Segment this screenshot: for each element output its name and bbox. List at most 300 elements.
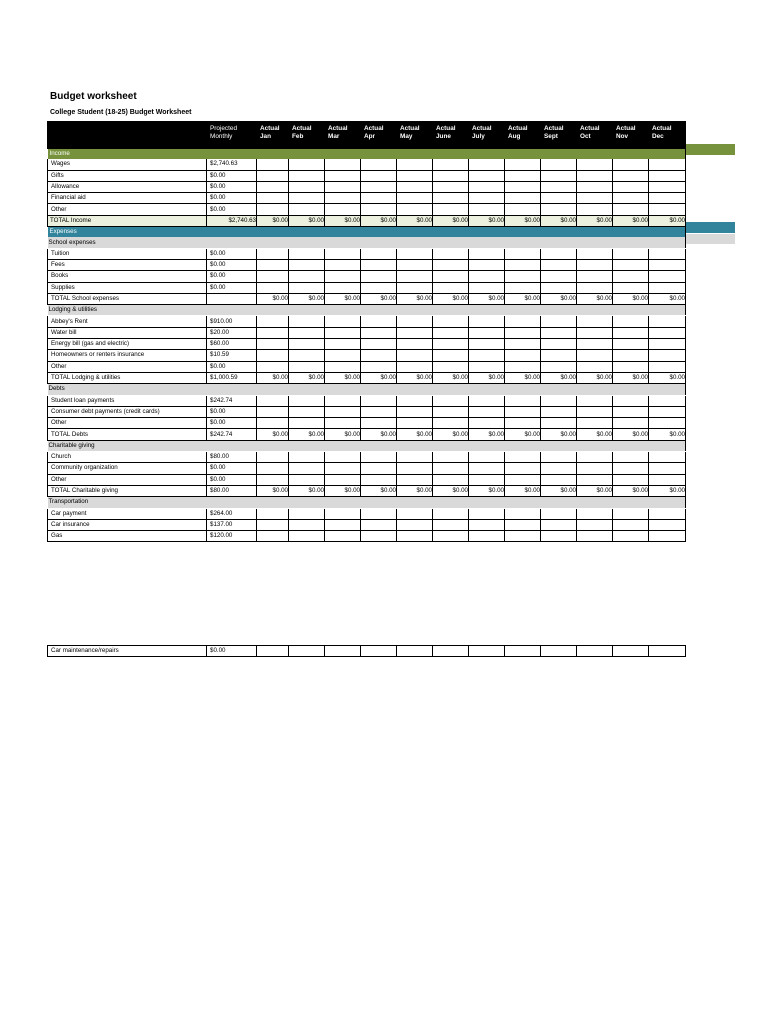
actual-cell[interactable]	[649, 395, 686, 406]
actual-cell[interactable]	[325, 646, 361, 657]
projected-cell[interactable]: $0.00	[207, 271, 257, 282]
actual-cell[interactable]	[433, 463, 469, 474]
actual-cell[interactable]	[325, 170, 361, 181]
actual-cell[interactable]	[433, 193, 469, 204]
actual-cell[interactable]	[505, 159, 541, 170]
actual-cell[interactable]	[257, 181, 289, 192]
actual-cell[interactable]	[469, 259, 505, 270]
actual-cell[interactable]	[289, 531, 325, 542]
actual-cell[interactable]	[397, 259, 433, 270]
actual-cell[interactable]	[649, 316, 686, 327]
projected-cell[interactable]: $0.00	[207, 474, 257, 485]
actual-cell[interactable]	[361, 474, 397, 485]
actual-cell[interactable]	[541, 282, 577, 293]
actual-cell[interactable]	[613, 463, 649, 474]
actual-cell[interactable]	[541, 159, 577, 170]
actual-cell[interactable]	[649, 159, 686, 170]
actual-cell[interactable]	[433, 452, 469, 463]
actual-cell[interactable]	[361, 508, 397, 519]
projected-cell[interactable]: $0.00	[207, 181, 257, 192]
actual-cell[interactable]	[397, 339, 433, 350]
actual-cell[interactable]	[325, 350, 361, 361]
actual-cell[interactable]	[577, 418, 613, 429]
actual-cell[interactable]	[541, 519, 577, 530]
actual-cell[interactable]	[257, 463, 289, 474]
row-label[interactable]: Car maintenance/repairs	[48, 646, 207, 657]
actual-cell[interactable]	[541, 452, 577, 463]
actual-cell[interactable]	[289, 350, 325, 361]
actual-cell[interactable]	[469, 181, 505, 192]
actual-cell[interactable]	[505, 418, 541, 429]
actual-cell[interactable]	[289, 282, 325, 293]
actual-cell[interactable]	[505, 316, 541, 327]
actual-cell[interactable]	[325, 531, 361, 542]
actual-cell[interactable]	[541, 406, 577, 417]
actual-cell[interactable]	[257, 531, 289, 542]
actual-cell[interactable]	[289, 406, 325, 417]
actual-cell[interactable]	[433, 259, 469, 270]
actual-cell[interactable]	[469, 271, 505, 282]
actual-cell[interactable]	[397, 204, 433, 215]
actual-cell[interactable]	[541, 463, 577, 474]
actual-cell[interactable]	[505, 248, 541, 259]
projected-cell[interactable]: $0.00	[207, 463, 257, 474]
actual-cell[interactable]	[649, 361, 686, 372]
actual-cell[interactable]	[397, 395, 433, 406]
actual-cell[interactable]	[257, 159, 289, 170]
actual-cell[interactable]	[541, 271, 577, 282]
actual-cell[interactable]	[257, 204, 289, 215]
actual-cell[interactable]	[469, 361, 505, 372]
actual-cell[interactable]	[469, 159, 505, 170]
actual-cell[interactable]	[613, 271, 649, 282]
actual-cell[interactable]	[469, 531, 505, 542]
actual-cell[interactable]	[649, 181, 686, 192]
actual-cell[interactable]	[361, 361, 397, 372]
actual-cell[interactable]	[361, 339, 397, 350]
projected-cell[interactable]: $0.00	[207, 646, 257, 657]
actual-cell[interactable]	[505, 170, 541, 181]
actual-cell[interactable]	[397, 282, 433, 293]
actual-cell[interactable]	[397, 452, 433, 463]
actual-cell[interactable]	[257, 170, 289, 181]
actual-cell[interactable]	[649, 248, 686, 259]
actual-cell[interactable]	[613, 339, 649, 350]
actual-cell[interactable]	[613, 395, 649, 406]
actual-cell[interactable]	[289, 463, 325, 474]
actual-cell[interactable]	[577, 282, 613, 293]
actual-cell[interactable]	[433, 181, 469, 192]
actual-cell[interactable]	[361, 193, 397, 204]
actual-cell[interactable]	[613, 418, 649, 429]
actual-cell[interactable]	[577, 395, 613, 406]
actual-cell[interactable]	[505, 406, 541, 417]
actual-cell[interactable]	[361, 181, 397, 192]
actual-cell[interactable]	[505, 474, 541, 485]
actual-cell[interactable]	[577, 159, 613, 170]
projected-cell[interactable]: $120.00	[207, 531, 257, 542]
actual-cell[interactable]	[541, 474, 577, 485]
actual-cell[interactable]	[505, 531, 541, 542]
actual-cell[interactable]	[325, 204, 361, 215]
actual-cell[interactable]	[505, 204, 541, 215]
actual-cell[interactable]	[613, 452, 649, 463]
actual-cell[interactable]	[649, 282, 686, 293]
actual-cell[interactable]	[649, 406, 686, 417]
actual-cell[interactable]	[397, 170, 433, 181]
actual-cell[interactable]	[257, 193, 289, 204]
actual-cell[interactable]	[469, 452, 505, 463]
actual-cell[interactable]	[577, 406, 613, 417]
actual-cell[interactable]	[289, 646, 325, 657]
projected-cell[interactable]: $60.00	[207, 339, 257, 350]
actual-cell[interactable]	[505, 259, 541, 270]
actual-cell[interactable]	[325, 339, 361, 350]
actual-cell[interactable]	[505, 193, 541, 204]
actual-cell[interactable]	[397, 463, 433, 474]
actual-cell[interactable]	[361, 350, 397, 361]
actual-cell[interactable]	[577, 248, 613, 259]
actual-cell[interactable]	[577, 259, 613, 270]
actual-cell[interactable]	[577, 508, 613, 519]
projected-cell[interactable]: $910.00	[207, 316, 257, 327]
actual-cell[interactable]	[325, 271, 361, 282]
actual-cell[interactable]	[469, 406, 505, 417]
actual-cell[interactable]	[397, 531, 433, 542]
actual-cell[interactable]	[257, 646, 289, 657]
actual-cell[interactable]	[613, 361, 649, 372]
actual-cell[interactable]	[289, 418, 325, 429]
actual-cell[interactable]	[541, 531, 577, 542]
actual-cell[interactable]	[505, 452, 541, 463]
actual-cell[interactable]	[361, 316, 397, 327]
actual-cell[interactable]	[257, 271, 289, 282]
actual-cell[interactable]	[433, 646, 469, 657]
actual-cell[interactable]	[325, 193, 361, 204]
actual-cell[interactable]	[577, 339, 613, 350]
actual-cell[interactable]	[433, 406, 469, 417]
actual-cell[interactable]	[433, 474, 469, 485]
projected-cell[interactable]: $0.00	[207, 204, 257, 215]
projected-cell[interactable]: $264.00	[207, 508, 257, 519]
actual-cell[interactable]	[613, 159, 649, 170]
actual-cell[interactable]	[541, 259, 577, 270]
actual-cell[interactable]	[469, 193, 505, 204]
actual-cell[interactable]	[397, 271, 433, 282]
actual-cell[interactable]	[541, 350, 577, 361]
actual-cell[interactable]	[433, 248, 469, 259]
actual-cell[interactable]	[649, 193, 686, 204]
actual-cell[interactable]	[257, 418, 289, 429]
actual-cell[interactable]	[361, 159, 397, 170]
actual-cell[interactable]	[257, 259, 289, 270]
actual-cell[interactable]	[613, 316, 649, 327]
actual-cell[interactable]	[613, 519, 649, 530]
actual-cell[interactable]	[577, 531, 613, 542]
actual-cell[interactable]	[397, 181, 433, 192]
actual-cell[interactable]	[433, 339, 469, 350]
actual-cell[interactable]	[577, 316, 613, 327]
actual-cell[interactable]	[649, 271, 686, 282]
actual-cell[interactable]	[325, 159, 361, 170]
actual-cell[interactable]	[361, 248, 397, 259]
actual-cell[interactable]	[325, 181, 361, 192]
actual-cell[interactable]	[397, 316, 433, 327]
actual-cell[interactable]	[469, 350, 505, 361]
actual-cell[interactable]	[577, 193, 613, 204]
projected-cell[interactable]: $2,740.63	[207, 159, 257, 170]
actual-cell[interactable]	[469, 474, 505, 485]
actual-cell[interactable]	[289, 170, 325, 181]
actual-cell[interactable]	[325, 248, 361, 259]
actual-cell[interactable]	[613, 327, 649, 338]
projected-cell[interactable]: $137.00	[207, 519, 257, 530]
actual-cell[interactable]	[289, 339, 325, 350]
projected-cell[interactable]: $80.00	[207, 452, 257, 463]
projected-cell[interactable]: $20.00	[207, 327, 257, 338]
actual-cell[interactable]	[577, 463, 613, 474]
actual-cell[interactable]	[469, 395, 505, 406]
actual-cell[interactable]	[289, 519, 325, 530]
actual-cell[interactable]	[257, 282, 289, 293]
actual-cell[interactable]	[361, 463, 397, 474]
actual-cell[interactable]	[577, 519, 613, 530]
actual-cell[interactable]	[613, 193, 649, 204]
actual-cell[interactable]	[361, 531, 397, 542]
actual-cell[interactable]	[397, 248, 433, 259]
actual-cell[interactable]	[613, 204, 649, 215]
actual-cell[interactable]	[613, 531, 649, 542]
actual-cell[interactable]	[577, 327, 613, 338]
actual-cell[interactable]	[257, 248, 289, 259]
actual-cell[interactable]	[397, 350, 433, 361]
actual-cell[interactable]	[649, 339, 686, 350]
actual-cell[interactable]	[361, 170, 397, 181]
actual-cell[interactable]	[325, 395, 361, 406]
projected-cell[interactable]: $242.74	[207, 395, 257, 406]
actual-cell[interactable]	[433, 282, 469, 293]
actual-cell[interactable]	[325, 282, 361, 293]
actual-cell[interactable]	[469, 204, 505, 215]
actual-cell[interactable]	[649, 350, 686, 361]
actual-cell[interactable]	[649, 519, 686, 530]
actual-cell[interactable]	[505, 327, 541, 338]
actual-cell[interactable]	[325, 406, 361, 417]
actual-cell[interactable]	[613, 474, 649, 485]
actual-cell[interactable]	[505, 271, 541, 282]
actual-cell[interactable]	[433, 316, 469, 327]
actual-cell[interactable]	[397, 327, 433, 338]
actual-cell[interactable]	[257, 395, 289, 406]
actual-cell[interactable]	[433, 361, 469, 372]
actual-cell[interactable]	[613, 282, 649, 293]
actual-cell[interactable]	[289, 271, 325, 282]
projected-cell[interactable]: $0.00	[207, 282, 257, 293]
actual-cell[interactable]	[257, 361, 289, 372]
actual-cell[interactable]	[397, 159, 433, 170]
actual-cell[interactable]	[361, 646, 397, 657]
actual-cell[interactable]	[649, 418, 686, 429]
actual-cell[interactable]	[469, 282, 505, 293]
actual-cell[interactable]	[289, 395, 325, 406]
projected-cell[interactable]: $0.00	[207, 406, 257, 417]
actual-cell[interactable]	[505, 282, 541, 293]
actual-cell[interactable]	[613, 259, 649, 270]
actual-cell[interactable]	[577, 474, 613, 485]
actual-cell[interactable]	[433, 170, 469, 181]
actual-cell[interactable]	[257, 316, 289, 327]
actual-cell[interactable]	[577, 646, 613, 657]
actual-cell[interactable]	[541, 361, 577, 372]
actual-cell[interactable]	[361, 519, 397, 530]
actual-cell[interactable]	[649, 204, 686, 215]
projected-cell[interactable]: $10.59	[207, 350, 257, 361]
actual-cell[interactable]	[289, 159, 325, 170]
actual-cell[interactable]	[257, 474, 289, 485]
actual-cell[interactable]	[649, 452, 686, 463]
actual-cell[interactable]	[541, 248, 577, 259]
actual-cell[interactable]	[505, 463, 541, 474]
actual-cell[interactable]	[289, 181, 325, 192]
actual-cell[interactable]	[257, 339, 289, 350]
actual-cell[interactable]	[613, 170, 649, 181]
actual-cell[interactable]	[289, 316, 325, 327]
projected-cell[interactable]: $0.00	[207, 193, 257, 204]
actual-cell[interactable]	[541, 181, 577, 192]
actual-cell[interactable]	[361, 418, 397, 429]
actual-cell[interactable]	[541, 316, 577, 327]
actual-cell[interactable]	[469, 339, 505, 350]
actual-cell[interactable]	[541, 193, 577, 204]
actual-cell[interactable]	[649, 170, 686, 181]
actual-cell[interactable]	[469, 248, 505, 259]
actual-cell[interactable]	[257, 406, 289, 417]
actual-cell[interactable]	[361, 271, 397, 282]
actual-cell[interactable]	[325, 508, 361, 519]
actual-cell[interactable]	[325, 463, 361, 474]
actual-cell[interactable]	[289, 259, 325, 270]
actual-cell[interactable]	[505, 395, 541, 406]
actual-cell[interactable]	[469, 418, 505, 429]
actual-cell[interactable]	[433, 350, 469, 361]
projected-cell[interactable]: $0.00	[207, 361, 257, 372]
actual-cell[interactable]	[577, 350, 613, 361]
actual-cell[interactable]	[505, 350, 541, 361]
actual-cell[interactable]	[541, 327, 577, 338]
actual-cell[interactable]	[649, 531, 686, 542]
actual-cell[interactable]	[541, 646, 577, 657]
actual-cell[interactable]	[397, 646, 433, 657]
actual-cell[interactable]	[289, 474, 325, 485]
actual-cell[interactable]	[469, 463, 505, 474]
actual-cell[interactable]	[257, 327, 289, 338]
actual-cell[interactable]	[289, 452, 325, 463]
actual-cell[interactable]	[613, 406, 649, 417]
actual-cell[interactable]	[613, 248, 649, 259]
actual-cell[interactable]	[361, 282, 397, 293]
actual-cell[interactable]	[361, 452, 397, 463]
actual-cell[interactable]	[361, 204, 397, 215]
actual-cell[interactable]	[397, 519, 433, 530]
actual-cell[interactable]	[325, 519, 361, 530]
actual-cell[interactable]	[541, 339, 577, 350]
actual-cell[interactable]	[505, 646, 541, 657]
actual-cell[interactable]	[649, 508, 686, 519]
actual-cell[interactable]	[649, 259, 686, 270]
actual-cell[interactable]	[577, 361, 613, 372]
actual-cell[interactable]	[257, 452, 289, 463]
actual-cell[interactable]	[361, 259, 397, 270]
actual-cell[interactable]	[257, 350, 289, 361]
actual-cell[interactable]	[541, 170, 577, 181]
actual-cell[interactable]	[577, 271, 613, 282]
actual-cell[interactable]	[613, 508, 649, 519]
actual-cell[interactable]	[325, 418, 361, 429]
actual-cell[interactable]	[577, 452, 613, 463]
actual-cell[interactable]	[289, 248, 325, 259]
actual-cell[interactable]	[613, 646, 649, 657]
actual-cell[interactable]	[649, 646, 686, 657]
actual-cell[interactable]	[613, 181, 649, 192]
actual-cell[interactable]	[433, 271, 469, 282]
actual-cell[interactable]	[325, 259, 361, 270]
actual-cell[interactable]	[433, 519, 469, 530]
actual-cell[interactable]	[325, 361, 361, 372]
actual-cell[interactable]	[325, 316, 361, 327]
actual-cell[interactable]	[577, 204, 613, 215]
actual-cell[interactable]	[577, 170, 613, 181]
actual-cell[interactable]	[505, 361, 541, 372]
actual-cell[interactable]	[397, 418, 433, 429]
actual-cell[interactable]	[649, 474, 686, 485]
actual-cell[interactable]	[433, 418, 469, 429]
actual-cell[interactable]	[505, 519, 541, 530]
actual-cell[interactable]	[433, 395, 469, 406]
actual-cell[interactable]	[257, 519, 289, 530]
actual-cell[interactable]	[433, 327, 469, 338]
actual-cell[interactable]	[433, 508, 469, 519]
projected-cell[interactable]: $0.00	[207, 170, 257, 181]
projected-cell[interactable]: $0.00	[207, 259, 257, 270]
actual-cell[interactable]	[361, 395, 397, 406]
actual-cell[interactable]	[649, 463, 686, 474]
actual-cell[interactable]	[541, 204, 577, 215]
actual-cell[interactable]	[289, 327, 325, 338]
actual-cell[interactable]	[469, 646, 505, 657]
actual-cell[interactable]	[469, 170, 505, 181]
actual-cell[interactable]	[433, 204, 469, 215]
actual-cell[interactable]	[433, 531, 469, 542]
actual-cell[interactable]	[397, 361, 433, 372]
actual-cell[interactable]	[541, 395, 577, 406]
actual-cell[interactable]	[289, 361, 325, 372]
actual-cell[interactable]	[397, 508, 433, 519]
actual-cell[interactable]	[361, 327, 397, 338]
actual-cell[interactable]	[613, 350, 649, 361]
actual-cell[interactable]	[289, 508, 325, 519]
actual-cell[interactable]	[469, 519, 505, 530]
actual-cell[interactable]	[289, 193, 325, 204]
actual-cell[interactable]	[505, 508, 541, 519]
actual-cell[interactable]	[541, 418, 577, 429]
actual-cell[interactable]	[649, 327, 686, 338]
actual-cell[interactable]	[469, 316, 505, 327]
actual-cell[interactable]	[397, 193, 433, 204]
actual-cell[interactable]	[505, 339, 541, 350]
actual-cell[interactable]	[541, 508, 577, 519]
actual-cell[interactable]	[469, 508, 505, 519]
actual-cell[interactable]	[289, 204, 325, 215]
